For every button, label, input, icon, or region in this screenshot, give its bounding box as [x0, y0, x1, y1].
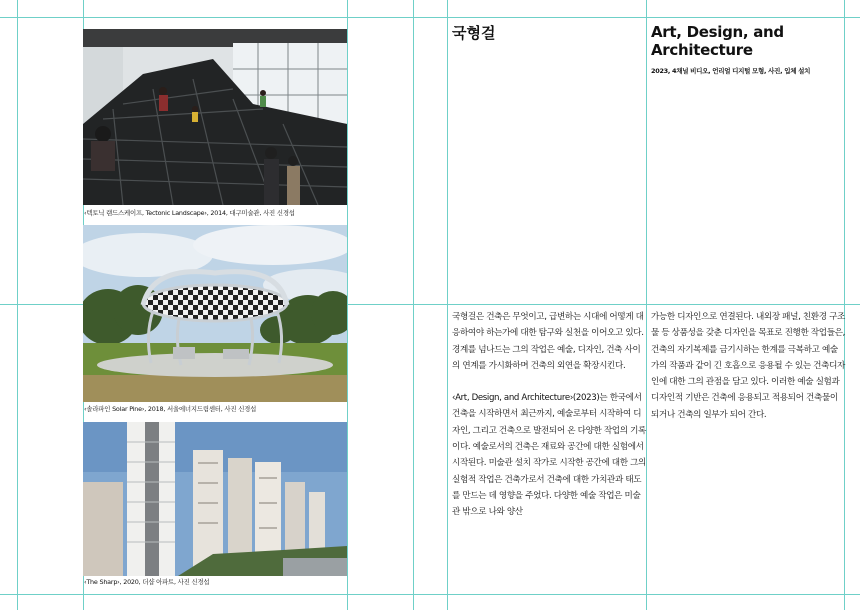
- guide-line: [347, 0, 348, 610]
- guide-line: [646, 0, 647, 610]
- photo-solar-pine: [83, 225, 347, 402]
- guide-line: [0, 17, 860, 18]
- figure-caption: ‹The Sharp›, 2020, 더샵 아파트, 사진 신경섭: [84, 578, 210, 586]
- guide-line: [17, 0, 18, 610]
- guide-line: [0, 594, 860, 595]
- work-metadata: 2023, 4채널 비디오, 언리얼 디지털 모형, 사진, 입체 설치: [651, 67, 811, 75]
- paragraph: 가능한 디자인으로 연결된다. 내외장 패널, 친환경 구조물 등 상품성을 갖춘 디자인을 목표로 진행한 작업들은, 건축의 자기복제를 금기시하는 한계를 극복하고 예술가의 작품과 같이 긴 호흡으로 응용될 수 있는 건축디자인에 대한 그의 관점을 담고 있다. 이러한 예술 실험과 디자인적 기반은 건축에 응용되고 적용되어 건축물이 되거나 건축의 일부가 되어 간다.: [651, 312, 845, 420]
- figure-caption: ‹텍토닉 랜드스케이프, Tectonic Landscape›, 2014, 대구미술관, 사진 신경섭: [84, 209, 295, 217]
- figure-caption: ‹솔라파인 Solar Pine›, 2018, 서울에너지드림센터, 사진 신경섭: [84, 405, 257, 413]
- photo-tectonic-landscape: [83, 29, 347, 205]
- artist-name: 국형걸: [452, 24, 496, 42]
- paragraph: ‹Art, Design, and Architecture›(2023)는 한국에서 건축을 시작하면서 최근까지, 예술로부터 시작하여 디자인, 그리고 건축으로 발전되어 온 다양한 작업의 기록이다. 예술로서의 건축은 재료와 공간에 대한 실험에서 시작된다. 미술관 설치 작가로 시작한 공간에 대한 그의 실험적 작업은 건축가로서 건축에 대한 가치관과 태도를 만드는 데 영향을 주었다. 다양한 예술 작업은 미술관 밖으로 나와 양산: [452, 393, 646, 518]
- work-title: Art, Design, and Architecture: [651, 23, 784, 59]
- guide-line: [844, 0, 845, 610]
- body-column-1: [452, 309, 646, 521]
- photo-the-sharp: [83, 422, 347, 576]
- guide-line: [413, 0, 414, 610]
- guide-line: [447, 0, 448, 610]
- body-column-2: [651, 309, 845, 423]
- paragraph: 국형걸은 건축은 무엇이고, 급변하는 시대에 어떻게 대응하여야 하는가에 대한 탐구와 실천을 이어오고 있다. 경계를 넘나드는 그의 작업은 예술, 디자인, 건축 사이의 연계를 가시화하며 건축의 외연을 확장시킨다.: [452, 312, 644, 371]
